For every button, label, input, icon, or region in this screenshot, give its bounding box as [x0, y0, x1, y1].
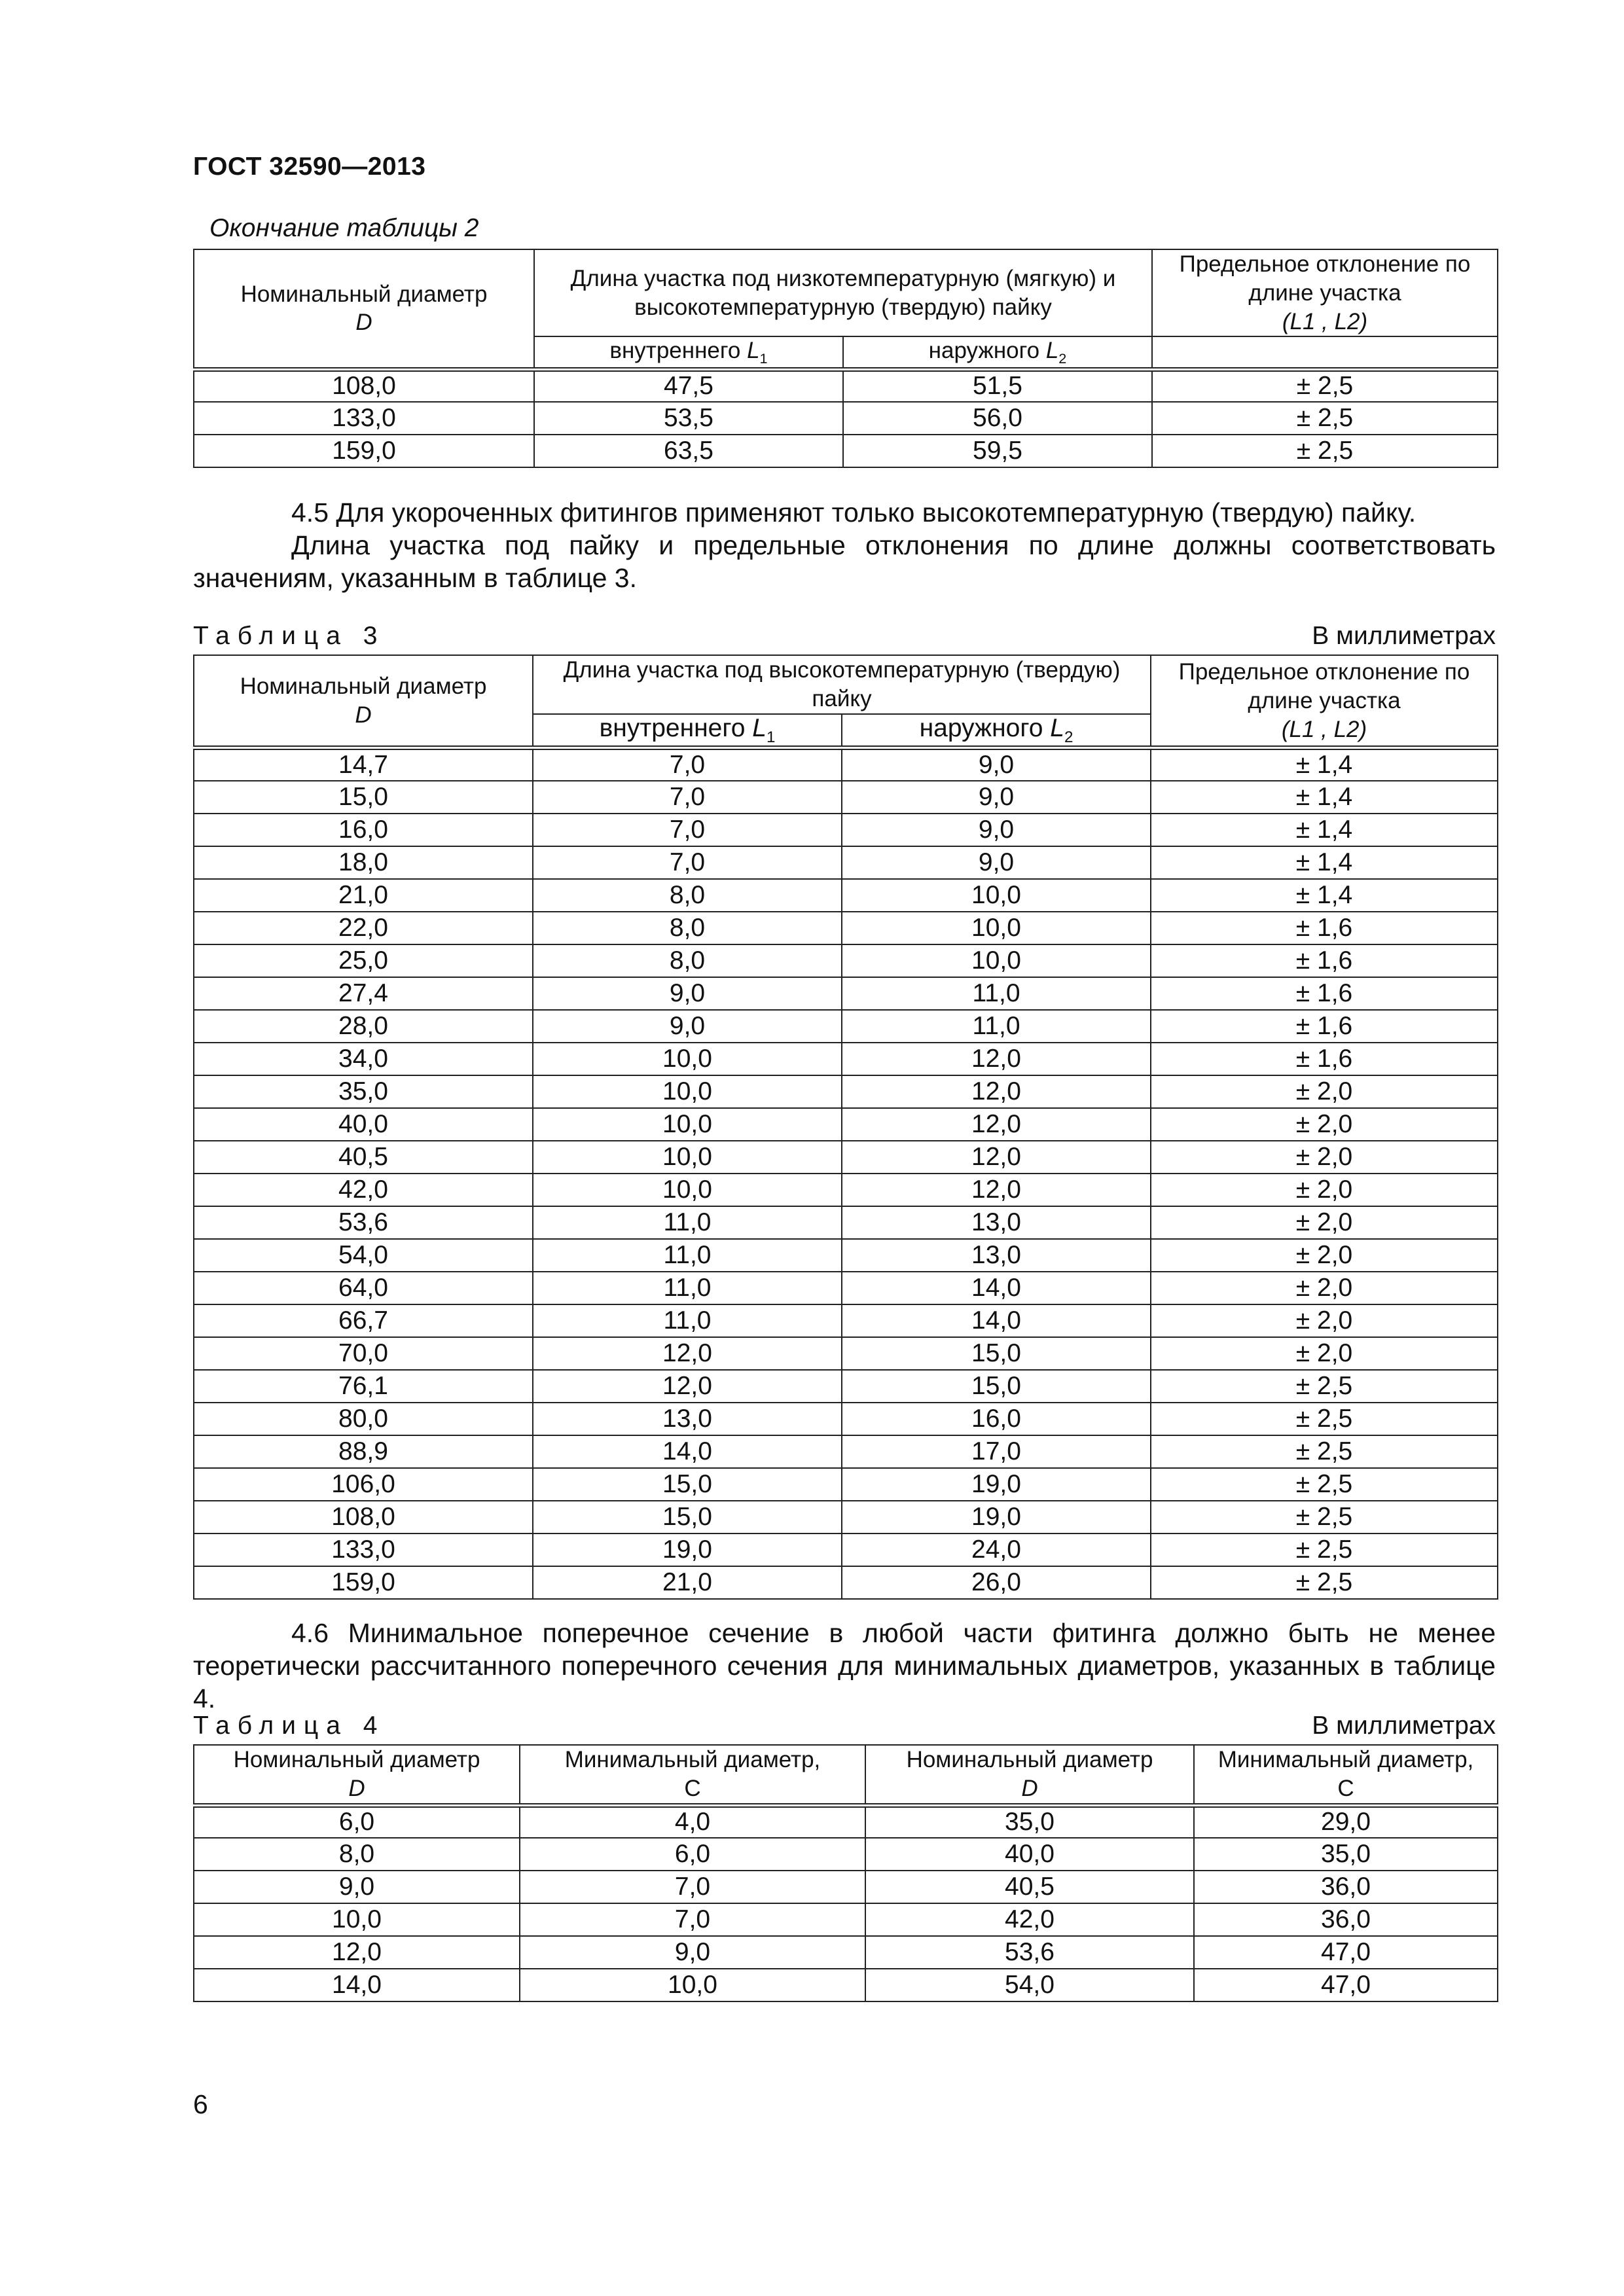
table3-cell: 66,7	[194, 1304, 533, 1337]
table4-cell: 35,0	[865, 1805, 1194, 1838]
table3-head-length: Длина участка под высокотемпературную (твердую) пайку	[533, 655, 1151, 714]
table3-cell: 11,0	[533, 1239, 842, 1272]
table3-cell: ± 2,5	[1151, 1468, 1498, 1501]
table3-head-inner: внутреннего $L_1$	[533, 714, 842, 748]
table-4	[193, 1744, 1498, 2002]
table3-cell: ± 2,0	[1151, 1239, 1498, 1272]
table3-row	[194, 1206, 1498, 1239]
table3-cell: ± 2,5	[1151, 1370, 1498, 1403]
table3-cell: 80,0	[194, 1403, 533, 1435]
table3-cell: 10,0	[533, 1075, 842, 1108]
table3-cell: 15,0	[533, 1501, 842, 1534]
table3-cell: 9,0	[533, 977, 842, 1010]
table3-row	[194, 1141, 1498, 1174]
table3-cell: 28,0	[194, 1010, 533, 1043]
table3-cell: 17,0	[842, 1435, 1151, 1468]
table3-cell: ± 2,5	[1151, 1534, 1498, 1566]
table3-cell: ± 1,6	[1151, 1043, 1498, 1075]
table3-row	[194, 1108, 1498, 1141]
table3-cell: 54,0	[194, 1239, 533, 1272]
table3-cell: ± 1,4	[1151, 879, 1498, 912]
table3-cell: 10,0	[842, 912, 1151, 944]
table3-cell: 12,0	[533, 1370, 842, 1403]
table3-cell: 40,0	[194, 1108, 533, 1141]
paragraph-4-5	[193, 496, 1496, 594]
table3-cell: ± 1,6	[1151, 977, 1498, 1010]
table3-cell: 70,0	[194, 1337, 533, 1370]
table4-cell: 4,0	[520, 1805, 865, 1838]
table3-cell: 9,0	[842, 781, 1151, 814]
table4-cell: 36,0	[1194, 1871, 1498, 1903]
table3-cell: 12,0	[842, 1043, 1151, 1075]
table4-head-minimal-1: Минимальный диаметр, C	[520, 1745, 865, 1805]
table3-cell: 12,0	[533, 1337, 842, 1370]
table2-head-diameter: Номинальный диаметр D	[194, 249, 534, 369]
table4-cell: 42,0	[865, 1903, 1194, 1936]
table3-cell: ± 1,6	[1151, 944, 1498, 977]
table2-cell: 59,5	[843, 435, 1152, 467]
table3-cell: 24,0	[842, 1534, 1151, 1566]
table3-cell: 11,0	[533, 1304, 842, 1337]
table2-head-length: Длина участка под низкотемпературную (мягкую) и высокотемпературную (твердую) пайку	[534, 249, 1152, 336]
table3-cell: ± 2,5	[1151, 1566, 1498, 1599]
table4-cell: 10,0	[520, 1969, 865, 2001]
table3-cell: 14,7	[194, 748, 533, 781]
table3-cell: 88,9	[194, 1435, 533, 1468]
table4-cell: 8,0	[194, 1838, 520, 1871]
table2-cell: 53,5	[534, 402, 843, 435]
table4-row	[194, 1936, 1498, 1969]
table2-cell: ± 2,5	[1152, 435, 1498, 467]
table3-cell: ± 2,0	[1151, 1272, 1498, 1304]
table3-head-outer: наружного $L_2$	[842, 714, 1151, 748]
table4-cell: 36,0	[1194, 1903, 1498, 1936]
table-3	[193, 655, 1498, 1600]
table3-cell: 40,5	[194, 1141, 533, 1174]
table3-cell: 18,0	[194, 846, 533, 879]
table4-row	[194, 1838, 1498, 1871]
table3-cell: 10,0	[533, 1108, 842, 1141]
table2-cell: ± 2,5	[1152, 402, 1498, 435]
table2-row	[194, 402, 1498, 435]
table3-cell: 14,0	[533, 1435, 842, 1468]
table3-cell: 11,0	[533, 1206, 842, 1239]
table3-row	[194, 1403, 1498, 1435]
table4-cell: 9,0	[194, 1871, 520, 1903]
table3-cell: 159,0	[194, 1566, 533, 1599]
table3-row	[194, 1435, 1498, 1468]
table3-cell: 10,0	[533, 1141, 842, 1174]
table3-row	[194, 912, 1498, 944]
table3-cell: 15,0	[194, 781, 533, 814]
table3-cell: 108,0	[194, 1501, 533, 1534]
table3-caption: Таблица 3	[193, 622, 386, 650]
table4-head-nominal-2: Номинальный диаметр D	[865, 1745, 1194, 1805]
table3-cell: 14,0	[842, 1304, 1151, 1337]
paragraph-4-5-line2: Длина участка под пайку и предельные отклонения по длине должны соответствовать значениям, указанным в таблице 3.	[193, 530, 1496, 593]
table2-cell: ± 2,5	[1152, 369, 1498, 402]
table2-cell: 47,5	[534, 369, 843, 402]
table3-cell: 13,0	[842, 1239, 1151, 1272]
table3-cell: 7,0	[533, 846, 842, 879]
table2-cell: 159,0	[194, 435, 534, 467]
table2-row	[194, 435, 1498, 467]
table3-cell: ± 2,5	[1151, 1435, 1498, 1468]
table3-cell: 13,0	[842, 1206, 1151, 1239]
table3-head-deviation: Предельное отклонение по длине участка (L1 , L2)	[1151, 655, 1498, 748]
table4-cell: 6,0	[194, 1805, 520, 1838]
table3-cell: 16,0	[194, 814, 533, 846]
table3-cell: 14,0	[842, 1272, 1151, 1304]
table3-row	[194, 846, 1498, 879]
table3-cell: ± 1,4	[1151, 814, 1498, 846]
table2-cell: 51,5	[843, 369, 1152, 402]
table4-body	[194, 1805, 1498, 2001]
table3-cell: ± 2,0	[1151, 1108, 1498, 1141]
table3-cell: 35,0	[194, 1075, 533, 1108]
table3-cell: 7,0	[533, 748, 842, 781]
table3-units: В миллиметрах	[1312, 622, 1496, 650]
table4-row	[194, 1805, 1498, 1838]
table3-cell: 15,0	[842, 1370, 1151, 1403]
table3-row	[194, 977, 1498, 1010]
table2-cell: 133,0	[194, 402, 534, 435]
table4-cell: 40,0	[865, 1838, 1194, 1871]
table3-caption-row	[193, 622, 1496, 651]
table3-cell: 21,0	[533, 1566, 842, 1599]
table2-row	[194, 369, 1498, 402]
table3-cell: 12,0	[842, 1108, 1151, 1141]
table3-cell: 9,0	[842, 846, 1151, 879]
table4-cell: 12,0	[194, 1936, 520, 1969]
table3-cell: 11,0	[842, 977, 1151, 1010]
table3-cell: 9,0	[842, 814, 1151, 846]
table3-cell: 27,4	[194, 977, 533, 1010]
table3-cell: 10,0	[533, 1043, 842, 1075]
table3-cell: 10,0	[842, 879, 1151, 912]
table3-cell: 26,0	[842, 1566, 1151, 1599]
table3-cell: 7,0	[533, 781, 842, 814]
table3-cell: 8,0	[533, 879, 842, 912]
table2-cell: 63,5	[534, 435, 843, 467]
paragraph-4-6	[193, 1617, 1496, 1715]
table3-row	[194, 1174, 1498, 1206]
table4-cell: 14,0	[194, 1969, 520, 2001]
table3-body	[194, 748, 1498, 1599]
table3-cell: 133,0	[194, 1534, 533, 1566]
table2-head-inner: внутреннего $L_1$	[534, 336, 843, 369]
table4-row	[194, 1871, 1498, 1903]
table3-cell: 76,1	[194, 1370, 533, 1403]
table3-cell: 15,0	[533, 1468, 842, 1501]
table3-cell: 19,0	[842, 1501, 1151, 1534]
table3-row	[194, 781, 1498, 814]
table3-row	[194, 1337, 1498, 1370]
table3-cell: ± 1,4	[1151, 781, 1498, 814]
table3-cell: ± 2,0	[1151, 1141, 1498, 1174]
table4-cell: 6,0	[520, 1838, 865, 1871]
table4-caption: Таблица 4	[193, 1712, 386, 1740]
table3-cell: 12,0	[842, 1174, 1151, 1206]
table3-row	[194, 1468, 1498, 1501]
table3-head-diameter: Номинальный диаметр D	[194, 655, 533, 748]
table3-row	[194, 1370, 1498, 1403]
table3-cell: ± 1,6	[1151, 1010, 1498, 1043]
table4-cell: 9,0	[520, 1936, 865, 1969]
table4-row	[194, 1969, 1498, 2001]
table3-row	[194, 1501, 1498, 1534]
table3-cell: 12,0	[842, 1075, 1151, 1108]
table3-cell: ± 1,4	[1151, 748, 1498, 781]
table4-head-nominal-1: Номинальный диаметр D	[194, 1745, 520, 1805]
table3-cell: ± 2,5	[1151, 1501, 1498, 1534]
table3-cell: 10,0	[533, 1174, 842, 1206]
table3-cell: 12,0	[842, 1141, 1151, 1174]
table3-cell: 16,0	[842, 1403, 1151, 1435]
table3-cell: 21,0	[194, 879, 533, 912]
table2-head-outer: наружного $L_2$	[843, 336, 1152, 369]
page-number: 6	[193, 2089, 208, 2119]
table4-cell: 47,0	[1194, 1969, 1498, 2001]
table3-row	[194, 879, 1498, 912]
table2-head-deviation: Предельное отклонение по длине участка (L1 , L2)	[1152, 249, 1498, 336]
table4-cell: 47,0	[1194, 1936, 1498, 1969]
table4-cell: 7,0	[520, 1871, 865, 1903]
table3-row	[194, 748, 1498, 781]
table3-cell: 10,0	[842, 944, 1151, 977]
table4-cell: 29,0	[1194, 1805, 1498, 1838]
table4-cell: 7,0	[520, 1903, 865, 1936]
table3-cell: 8,0	[533, 944, 842, 977]
table3-cell: 11,0	[842, 1010, 1151, 1043]
table3-cell: 9,0	[533, 1010, 842, 1043]
table3-row	[194, 1566, 1498, 1599]
paragraph-4-6-text: 4.6 Минимальное поперечное сечение в любой части фитинга должно быть не менее теоретически рассчитанного поперечного сечения для минимальных диаметров, указанных в таблице 4.	[193, 1618, 1496, 1713]
table3-row	[194, 1075, 1498, 1108]
table3-cell: ± 2,0	[1151, 1174, 1498, 1206]
table3-cell: ± 1,4	[1151, 846, 1498, 879]
table4-cell: 10,0	[194, 1903, 520, 1936]
table4-row	[194, 1903, 1498, 1936]
table4-caption-row	[193, 1712, 1496, 1740]
table4-head-minimal-2: Минимальный диаметр, C	[1194, 1745, 1498, 1805]
table3-row	[194, 1239, 1498, 1272]
table3-cell: ± 2,0	[1151, 1075, 1498, 1108]
table3-cell: 9,0	[842, 748, 1151, 781]
table3-cell: 22,0	[194, 912, 533, 944]
table4-cell: 35,0	[1194, 1838, 1498, 1871]
table4-cell: 40,5	[865, 1871, 1194, 1903]
table-2	[193, 249, 1498, 468]
table3-cell: 64,0	[194, 1272, 533, 1304]
table3-row	[194, 1304, 1498, 1337]
table3-row	[194, 1010, 1498, 1043]
table3-cell: 13,0	[533, 1403, 842, 1435]
table4-units: В миллиметрах	[1312, 1712, 1496, 1740]
table2-cell: 56,0	[843, 402, 1152, 435]
table3-cell: 11,0	[533, 1272, 842, 1304]
table3-row	[194, 1043, 1498, 1075]
table3-cell: 53,6	[194, 1206, 533, 1239]
table3-cell: 19,0	[842, 1468, 1151, 1501]
table3-cell: 42,0	[194, 1174, 533, 1206]
table3-row	[194, 1534, 1498, 1566]
table3-cell: ± 2,0	[1151, 1304, 1498, 1337]
table3-cell: 15,0	[842, 1337, 1151, 1370]
table3-row	[194, 1272, 1498, 1304]
table3-cell: 34,0	[194, 1043, 533, 1075]
table2-cell: 108,0	[194, 369, 534, 402]
table3-cell: ± 1,6	[1151, 912, 1498, 944]
table3-cell: ± 2,0	[1151, 1337, 1498, 1370]
paragraph-4-5-line1: 4.5 Для укороченных фитингов применяют только высокотемпературную (твердую) пайку.	[291, 497, 1416, 528]
document-header: ГОСТ 32590—2013	[193, 152, 426, 181]
table4-cell: 54,0	[865, 1969, 1194, 2001]
table2-head-empty	[1152, 336, 1498, 369]
table3-cell: 8,0	[533, 912, 842, 944]
table3-cell: ± 2,0	[1151, 1206, 1498, 1239]
table2-body	[194, 369, 1498, 467]
table3-cell: ± 2,5	[1151, 1403, 1498, 1435]
table3-row	[194, 944, 1498, 977]
table2-caption: Окончание таблицы 2	[209, 214, 479, 242]
table3-cell: 106,0	[194, 1468, 533, 1501]
table3-cell: 25,0	[194, 944, 533, 977]
table3-cell: 7,0	[533, 814, 842, 846]
table4-cell: 53,6	[865, 1936, 1194, 1969]
table3-cell: 19,0	[533, 1534, 842, 1566]
table3-row	[194, 814, 1498, 846]
